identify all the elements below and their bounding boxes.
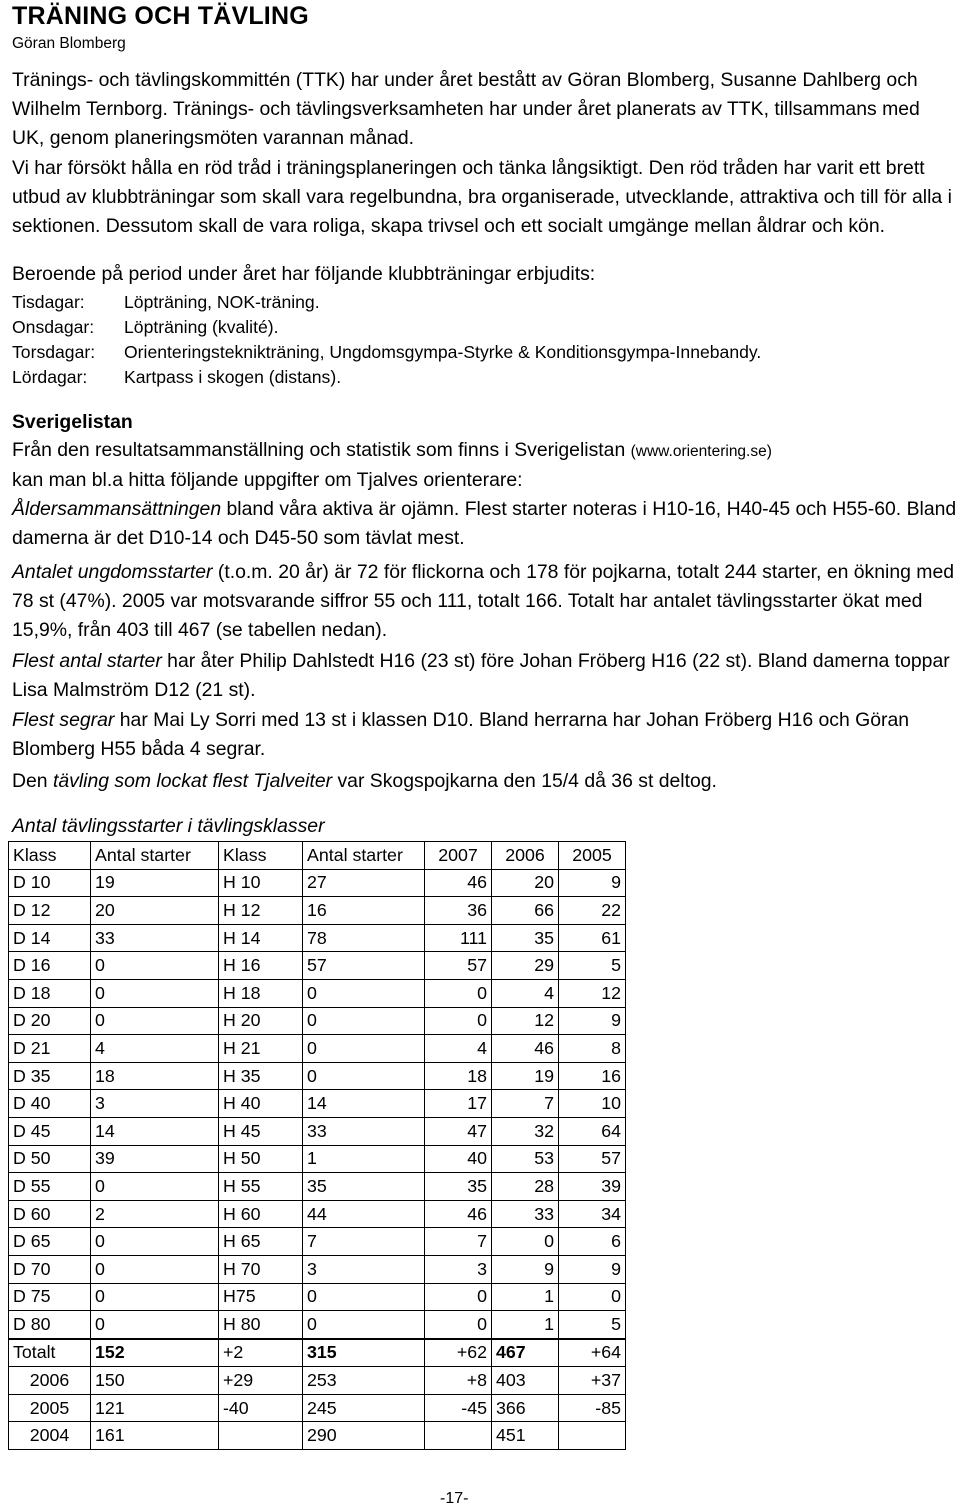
table-cell: 34 <box>559 1200 626 1228</box>
table-cell: 9 <box>559 869 626 897</box>
table-row <box>9 1228 626 1256</box>
table-cell: 0 <box>425 1007 492 1035</box>
schedule-row <box>12 342 761 363</box>
table-cell: 290 <box>303 1422 425 1450</box>
table-cell: D 50 <box>9 1145 91 1173</box>
table-cell: 7 <box>425 1228 492 1256</box>
table-row <box>9 979 626 1007</box>
table-total-row <box>9 1422 626 1450</box>
table-cell: 19 <box>91 869 219 897</box>
table-cell: 35 <box>303 1173 425 1201</box>
schedule-row <box>12 292 320 313</box>
page-number: -17- <box>440 1490 469 1507</box>
table-row <box>9 1145 626 1173</box>
table-cell: 5 <box>559 1311 626 1339</box>
table-cell: 46 <box>425 1200 492 1228</box>
table-row <box>9 1311 626 1339</box>
table-cell: 18 <box>91 1062 219 1090</box>
table-cell: H 40 <box>219 1090 303 1118</box>
table-cell <box>219 1422 303 1450</box>
table-cell: 0 <box>303 1311 425 1339</box>
table-cell: +64 <box>559 1339 626 1367</box>
table-cell: 7 <box>492 1090 559 1118</box>
table-cell: D 70 <box>9 1255 91 1283</box>
table-cell: 29 <box>492 952 559 980</box>
table-cell: 33 <box>91 924 219 952</box>
table-cell: 10 <box>559 1090 626 1118</box>
table-cell: 46 <box>492 1035 559 1063</box>
table-cell: 33 <box>492 1200 559 1228</box>
schedule-activity: Löpträning, NOK-träning. <box>124 292 320 312</box>
table-cell: 0 <box>91 1007 219 1035</box>
table-cell: 0 <box>425 1283 492 1311</box>
table-row <box>9 952 626 980</box>
table-cell: 1 <box>492 1283 559 1311</box>
table-cell: 0 <box>303 1062 425 1090</box>
starts-table <box>8 841 626 1450</box>
intro-text <box>12 66 952 241</box>
table-header-cell: Klass <box>9 842 91 870</box>
table-cell: H 55 <box>219 1173 303 1201</box>
table-cell: 366 <box>492 1394 559 1422</box>
paragraph-text: var Skogspojkarna den 15/4 då 36 st deltog. <box>332 770 717 792</box>
table-cell: 2006 <box>9 1367 91 1395</box>
table-header-cell: Antal starter <box>91 842 219 870</box>
table-cell: H 65 <box>219 1228 303 1256</box>
table-cell: 14 <box>91 1117 219 1145</box>
table-row <box>9 1007 626 1035</box>
table-cell: 35 <box>492 924 559 952</box>
table-cell: +29 <box>219 1367 303 1395</box>
paragraph-age <box>12 495 957 553</box>
table-cell: H 70 <box>219 1255 303 1283</box>
table-cell <box>559 1422 626 1450</box>
table-row <box>9 924 626 952</box>
table-caption: Antal tävlingsstarter i tävlingsklasser <box>12 815 325 837</box>
table-cell: 12 <box>492 1007 559 1035</box>
sverigelistan-intro-text-2: kan man bl.a hitta följande uppgifter om Tjalves orienterare: <box>12 469 523 492</box>
table-cell: 315 <box>303 1339 425 1367</box>
table-cell: 111 <box>425 924 492 952</box>
table-cell: 20 <box>492 869 559 897</box>
emphasis: Flest segrar <box>12 709 115 731</box>
table-cell: 152 <box>91 1339 219 1367</box>
table-header-cell: Antal starter <box>303 842 425 870</box>
table-cell: 66 <box>492 897 559 925</box>
table-cell: H75 <box>219 1283 303 1311</box>
table-cell: 9 <box>559 1255 626 1283</box>
table-cell: 39 <box>559 1173 626 1201</box>
table-cell: 3 <box>91 1090 219 1118</box>
table-cell: 35 <box>425 1173 492 1201</box>
table-cell: 14 <box>303 1090 425 1118</box>
table-cell: Totalt <box>9 1339 91 1367</box>
paragraph-youth <box>12 558 957 646</box>
table-cell: 40 <box>425 1145 492 1173</box>
table-cell: 0 <box>425 1311 492 1339</box>
author-name: Göran Blomberg <box>12 35 126 52</box>
table-cell: 44 <box>303 1200 425 1228</box>
table-cell: +8 <box>425 1367 492 1395</box>
table-cell <box>425 1422 492 1450</box>
table-cell: 9 <box>492 1255 559 1283</box>
table-cell: 53 <box>492 1145 559 1173</box>
table-row <box>9 1173 626 1201</box>
table-cell: 28 <box>492 1173 559 1201</box>
intro-paragraph-1: Tränings- och tävlingskommittén (TTK) har under året bestått av Göran Blomberg, Susanne Dahlberg och Wilhelm Ternborg. Tränings- och tävlingsverksamheten har under året planerats av TTK, tillsammans med UK, genom planeringsmöten varannan månad. <box>12 69 920 150</box>
schedule-intro: Beroende på period under året har följande klubbträningar erbjudits: <box>12 263 596 285</box>
paragraph-most-starts <box>12 647 957 705</box>
table-cell: 57 <box>559 1145 626 1173</box>
paragraph-text: Den <box>12 770 53 792</box>
table-cell: 17 <box>425 1090 492 1118</box>
schedule-day: Torsdagar: <box>12 342 96 362</box>
table-cell: 57 <box>425 952 492 980</box>
table-cell: +62 <box>425 1339 492 1367</box>
table-cell: 7 <box>303 1228 425 1256</box>
table-cell: H 21 <box>219 1035 303 1063</box>
table-cell: 22 <box>559 897 626 925</box>
table-cell: 32 <box>492 1117 559 1145</box>
table-cell: 1 <box>303 1145 425 1173</box>
table-header-cell: 2007 <box>425 842 492 870</box>
paragraph-event <box>12 767 957 796</box>
table-total-row <box>9 1394 626 1422</box>
table-cell: -45 <box>425 1394 492 1422</box>
intro-paragraph-2: Vi har försökt hålla en röd tråd i träningsplaneringen och tänka långsiktigt. Den röd tråden har varit ett brett utbud av klubbträningar som skall vara regelbundna, bra organiserade, utvecklande, attraktiva och till för alla i sektionen. Dessutom skall de vara roliga, skapa trivsel och ett socialt umgänge mellan åldrar och kön. <box>12 156 952 238</box>
table-cell: D 55 <box>9 1173 91 1201</box>
schedule-activity: Löpträning (kvalité). <box>124 317 279 337</box>
table-cell: 4 <box>91 1035 219 1063</box>
table-cell: D 14 <box>9 924 91 952</box>
table-cell: 47 <box>425 1117 492 1145</box>
table-cell: 2004 <box>9 1422 91 1450</box>
paragraph-text: bland våra aktiva är ojämn. Flest starter noteras i H10-16, H40-45 och H55-60. Bland damerna är det D10-14 och D45-50 som tävlat mest. <box>12 498 957 550</box>
schedule-row <box>12 367 341 388</box>
section-heading: Sverigelistan <box>12 411 133 433</box>
table-cell: 467 <box>492 1339 559 1367</box>
table-cell: 2 <box>91 1200 219 1228</box>
table-cell: D 18 <box>9 979 91 1007</box>
table-cell: H 50 <box>219 1145 303 1173</box>
table-cell: H 10 <box>219 869 303 897</box>
table-header-cell: 2005 <box>559 842 626 870</box>
table-cell: H 12 <box>219 897 303 925</box>
table-cell: 161 <box>91 1422 219 1450</box>
table-cell: 64 <box>559 1117 626 1145</box>
table-cell: D 75 <box>9 1283 91 1311</box>
table-row <box>9 1117 626 1145</box>
table-cell: 0 <box>91 1311 219 1339</box>
table-cell: H 16 <box>219 952 303 980</box>
paragraph-text: har åter Philip Dahlstedt H16 (23 st) före Johan Fröberg H16 (22 st). Bland damerna toppar Lisa Malmström D12 (21 st). <box>12 650 950 702</box>
paragraph-most-wins <box>12 706 957 764</box>
table-cell: 0 <box>91 1228 219 1256</box>
table-cell: D 80 <box>9 1311 91 1339</box>
schedule-activity: Kartpass i skogen (distans). <box>124 367 342 387</box>
table-cell: +2 <box>219 1339 303 1367</box>
table-cell: 0 <box>91 952 219 980</box>
table-cell: D 12 <box>9 897 91 925</box>
table-cell: 0 <box>559 1283 626 1311</box>
table-cell: 78 <box>303 924 425 952</box>
table-cell: 0 <box>91 1255 219 1283</box>
table-cell: 57 <box>303 952 425 980</box>
table-cell: H 20 <box>219 1007 303 1035</box>
table-cell: 46 <box>425 869 492 897</box>
table-row <box>9 1062 626 1090</box>
emphasis: Åldersammansättningen <box>12 498 222 520</box>
sverigelistan-url: (www.orientering.se) <box>630 443 772 460</box>
table-cell: 0 <box>303 1283 425 1311</box>
table-cell: D 16 <box>9 952 91 980</box>
table-cell: D 20 <box>9 1007 91 1035</box>
table-cell: 0 <box>425 979 492 1007</box>
schedule-day: Tisdagar: <box>12 292 85 312</box>
table-cell: 5 <box>559 952 626 980</box>
table-cell: H 35 <box>219 1062 303 1090</box>
table-cell: D 10 <box>9 869 91 897</box>
table-cell: 61 <box>559 924 626 952</box>
table-cell: D 60 <box>9 1200 91 1228</box>
paragraph-text: (t.o.m. 20 år) är 72 för flickorna och 178 för pojkarna, totalt 244 starter, en ökning med 78 st (47%). 2005 var motsvarande siffror 55 och 111, totalt 166. Totalt har antalet tävlingsstarter ökat med 15,9%, från 403 till 467 (se tabellen nedan). <box>12 561 955 642</box>
table-cell: 0 <box>492 1228 559 1256</box>
table-cell: 27 <box>303 869 425 897</box>
schedule-row <box>12 317 279 338</box>
table-header-row <box>9 842 626 870</box>
emphasis: Antalet ungdomsstarter <box>12 561 213 583</box>
table-cell: 121 <box>91 1394 219 1422</box>
table-cell: D 65 <box>9 1228 91 1256</box>
sverigelistan-intro <box>12 436 957 495</box>
table-cell: D 21 <box>9 1035 91 1063</box>
table-cell: 39 <box>91 1145 219 1173</box>
table-cell: 4 <box>492 979 559 1007</box>
table-row <box>9 1090 626 1118</box>
table-cell: 8 <box>559 1035 626 1063</box>
table-cell: 2005 <box>9 1394 91 1422</box>
table-cell: D 35 <box>9 1062 91 1090</box>
table-cell: 3 <box>303 1255 425 1283</box>
table-cell: 20 <box>91 897 219 925</box>
table-cell: D 40 <box>9 1090 91 1118</box>
table-cell: 245 <box>303 1394 425 1422</box>
table-row <box>9 1035 626 1063</box>
table-cell: 19 <box>492 1062 559 1090</box>
table-cell: 0 <box>91 979 219 1007</box>
table-total-row <box>9 1367 626 1395</box>
table-cell: +37 <box>559 1367 626 1395</box>
table-row <box>9 897 626 925</box>
table-cell: 0 <box>91 1173 219 1201</box>
emphasis: Flest antal starter <box>12 650 162 672</box>
table-cell: H 14 <box>219 924 303 952</box>
table-cell: H 18 <box>219 979 303 1007</box>
table-header-cell: 2006 <box>492 842 559 870</box>
table-cell: 3 <box>425 1255 492 1283</box>
table-cell: 150 <box>91 1367 219 1395</box>
paragraph-text: har Mai Ly Sorri med 13 st i klassen D10. Bland herrarna har Johan Fröberg H16 och Göran Blomberg H55 båda 4 segrar. <box>12 709 910 761</box>
table-cell: 9 <box>559 1007 626 1035</box>
table-cell: H 60 <box>219 1200 303 1228</box>
page-title: TRÄNING OCH TÄVLING <box>12 2 309 30</box>
table-cell: 18 <box>425 1062 492 1090</box>
sverigelistan-intro-text: Från den resultatsammanställning och statistik som finns i Sverigelistan <box>12 439 626 461</box>
table-total-row <box>9 1339 626 1367</box>
table-cell: 33 <box>303 1117 425 1145</box>
table-row <box>9 1255 626 1283</box>
emphasis: tävling som lockat flest Tjalveiter <box>52 770 333 792</box>
table-cell: 4 <box>425 1035 492 1063</box>
table-cell: 253 <box>303 1367 425 1395</box>
table-cell: 12 <box>559 979 626 1007</box>
schedule-day: Onsdagar: <box>12 317 95 337</box>
schedule-day: Lördagar: <box>12 367 88 387</box>
table-row <box>9 869 626 897</box>
table-cell: 0 <box>303 1035 425 1063</box>
table-cell: 403 <box>492 1367 559 1395</box>
table-cell: 36 <box>425 897 492 925</box>
table-cell: 16 <box>303 897 425 925</box>
table-cell: D 45 <box>9 1117 91 1145</box>
schedule-activity: Orienteringsteknikträning, Ungdomsgympa-Styrke & Konditionsgympa-Innebandy. <box>124 342 762 362</box>
table-cell: -40 <box>219 1394 303 1422</box>
table-cell: 6 <box>559 1228 626 1256</box>
table-header-cell: Klass <box>219 842 303 870</box>
table-cell: H 45 <box>219 1117 303 1145</box>
table-cell: -85 <box>559 1394 626 1422</box>
table-row <box>9 1283 626 1311</box>
table-cell: 16 <box>559 1062 626 1090</box>
table-cell: 451 <box>492 1422 559 1450</box>
table-cell: H 80 <box>219 1311 303 1339</box>
table-cell: 0 <box>91 1283 219 1311</box>
table-row <box>9 1200 626 1228</box>
table-cell: 0 <box>303 979 425 1007</box>
table-cell: 1 <box>492 1311 559 1339</box>
table-cell: 0 <box>303 1007 425 1035</box>
